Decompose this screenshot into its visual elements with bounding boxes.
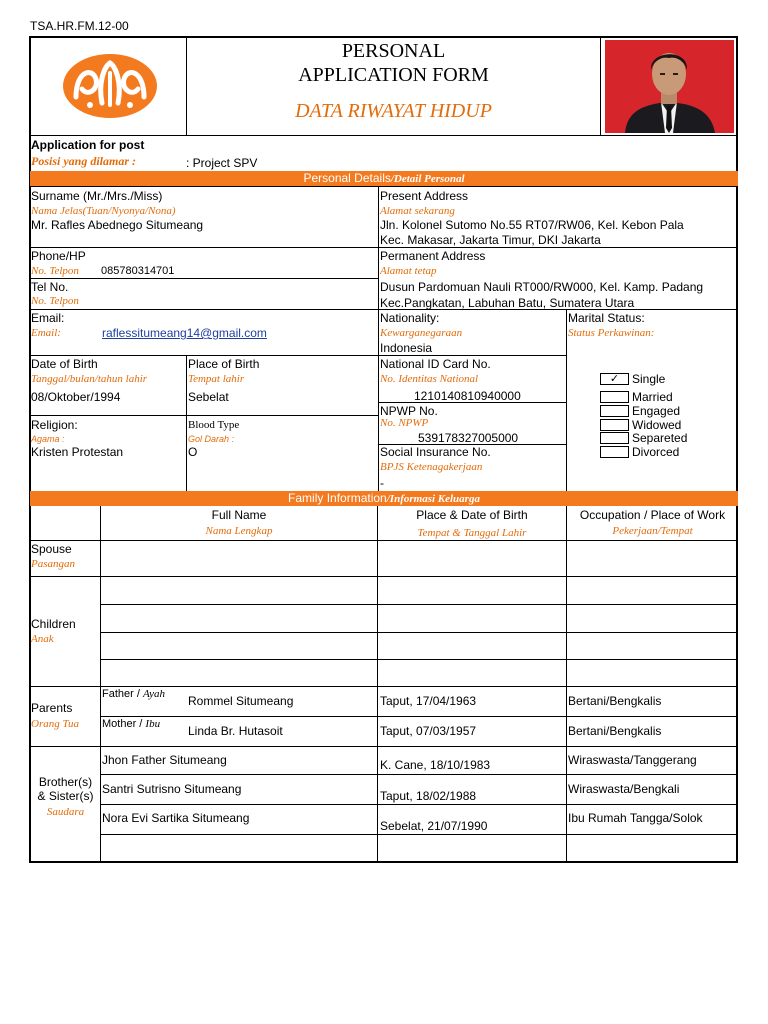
marital-label-id: Status Perkawinan: <box>568 327 655 339</box>
mother-name: Linda Br. Hutasoit <box>188 724 283 738</box>
table-line <box>30 540 738 541</box>
tel-label-id: No. Telpon <box>31 295 79 307</box>
marital-option-label: Divorced <box>632 445 680 459</box>
dob-label: Date of Birth <box>31 357 98 371</box>
family-info-title: Family Information <box>288 491 387 505</box>
blood-value: O <box>188 445 198 459</box>
header-divider <box>600 36 601 135</box>
religion-label: Religion: <box>31 418 78 432</box>
religion-label-id: Agama : <box>31 434 65 444</box>
dob-value: 08/Oktober/1994 <box>31 390 121 404</box>
form-title-line2: APPLICATION FORM <box>298 64 489 86</box>
sibling-1-occupation: Wiraswasta/Tanggerang <box>568 753 697 767</box>
sibling-2-birth: Taput, 18/02/1988 <box>380 789 477 803</box>
father-label-en: Father / <box>102 688 143 700</box>
sibling-3-name: Nora Evi Sartika Situmeang <box>102 811 250 825</box>
mother-label-en: Mother / <box>102 718 146 730</box>
permanent-address-label-id: Alamat tetap <box>380 265 437 277</box>
spouse-label-id: Pasangan <box>31 558 75 570</box>
mother-label <box>102 717 160 731</box>
personal-details-bar <box>30 171 738 186</box>
row-divider <box>30 415 378 416</box>
marital-option-label: Single <box>632 372 666 386</box>
table-line <box>30 746 738 747</box>
father-occupation: Bertani/Bengkalis <box>568 694 662 708</box>
col-full-name: Full Name <box>211 508 267 522</box>
applicant-photo <box>605 40 734 133</box>
checkbox[interactable] <box>600 391 629 403</box>
siblings-label-line1: Brother(s) <box>38 775 93 789</box>
national-id-label-id: No. Identitas National <box>380 373 479 385</box>
form-title-line1: PERSONAL <box>341 40 446 62</box>
pob-label: Place of Birth <box>188 357 260 371</box>
post-label-id: Posisi yang dilamar : <box>31 154 137 168</box>
marital-label: Marital Status: <box>568 311 645 325</box>
permanent-address-label: Permanent Address <box>380 249 486 263</box>
religion-value: Kristen Protestan <box>31 445 124 459</box>
col-occupation: Occupation / Place of Work <box>579 508 726 522</box>
nationality-label-id: Kewarganegaraan <box>380 327 463 339</box>
father-name: Rommel Situmeang <box>188 694 294 708</box>
form-subtitle: DATA RIWAYAT HIDUP <box>295 100 492 122</box>
table-line <box>100 659 738 660</box>
marital-option-label: Married <box>632 390 673 404</box>
permanent-address-line2: Kec.Pangkatan, Labuhan Batu, Sumatera Utara <box>380 296 635 310</box>
row-divider <box>30 247 738 248</box>
present-address-label: Present Address <box>380 189 469 203</box>
dob-label-id: Tanggal/bulan/tahun lahir <box>31 373 148 385</box>
present-address-line1: Jln. Kolonel Sutomo No.55 RT07/RW06, Kel. Kebon Pala <box>380 218 684 232</box>
family-info-subtitle: /Informasi Keluarga <box>386 493 480 505</box>
row-divider <box>30 278 378 279</box>
column-divider <box>566 309 567 491</box>
sibling-3-occupation: Ibu Rumah Tangga/Solok <box>568 811 703 825</box>
checkbox[interactable] <box>600 419 629 431</box>
document-code: TSA.HR.FM.12-00 <box>30 19 129 33</box>
sibling-1-birth: K. Cane, 18/10/1983 <box>380 758 491 772</box>
children-label: Children <box>31 617 76 631</box>
permanent-address-line1: Dusun Pardomuan Nauli RT000/RW000, Kel. Kamp. Padang <box>380 280 704 294</box>
father-birth: Taput, 17/04/1963 <box>380 694 477 708</box>
personal-details-title: Personal Details <box>303 171 391 185</box>
mother-label-id: Ibu <box>145 718 161 730</box>
post-value: : Project SPV <box>186 156 258 170</box>
row-divider <box>30 355 567 356</box>
table-line <box>100 834 738 835</box>
npwp-value: 539178327005000 <box>418 431 519 445</box>
mother-birth: Taput, 07/03/1957 <box>380 724 477 738</box>
tel-label: Tel No. <box>31 280 69 294</box>
sibling-2-occupation: Wiraswasta/Bengkali <box>568 782 680 796</box>
checkbox[interactable] <box>600 446 629 458</box>
nationality-value: Indonesia <box>380 341 433 355</box>
column-divider <box>566 506 567 863</box>
email-label: Email: <box>31 311 65 325</box>
phone-label-id: No. Telpon <box>31 265 79 277</box>
table-line <box>100 632 738 633</box>
column-divider <box>377 506 378 863</box>
column-divider <box>186 355 187 491</box>
marital-option-label: Engaged <box>632 404 681 418</box>
post-label: Application for post <box>31 138 145 152</box>
surname-label-id: Nama Jelas(Tuan/Nyonya/Nona) <box>31 205 176 217</box>
email-label-id: Email: <box>31 327 61 339</box>
npwp-label: NPWP No. <box>380 404 438 418</box>
sibling-2-name: Santri Sutrisno Situmeang <box>102 782 242 796</box>
checkbox[interactable] <box>600 432 629 444</box>
mother-occupation: Bertani/Bengkalis <box>568 724 662 738</box>
social-label: Social Insurance No. <box>380 445 491 459</box>
siblings-label-id: Saudara <box>46 806 85 818</box>
sibling-1-name: Jhon Father Situmeang <box>102 753 227 767</box>
present-address-line2: Kec. Makasar, Jakarta Timur, DKI Jakarta <box>380 233 601 247</box>
nationality-label: Nationality: <box>380 311 440 325</box>
sibling-3-birth: Sebelat, 21/07/1990 <box>380 819 488 833</box>
father-label-id: Ayah <box>142 688 165 700</box>
parents-label-id: Orang Tua <box>31 718 79 730</box>
present-address-label-id: Alamat sekarang <box>380 205 455 217</box>
npwp-label-id: No. NPWP <box>380 417 429 429</box>
checkbox[interactable] <box>600 405 629 417</box>
company-logo <box>62 53 158 119</box>
table-line <box>100 604 738 605</box>
surname-label: Surname (Mr./Mrs./Miss) <box>31 189 163 203</box>
spouse-label: Spouse <box>31 542 72 556</box>
national-id-label: National ID Card No. <box>380 357 491 371</box>
col-occupation-id: Pekerjaan/Tempat <box>612 525 693 537</box>
table-line <box>30 576 738 577</box>
pob-value: Sebelat <box>188 390 229 404</box>
social-value: - <box>380 476 384 490</box>
social-label-id: BPJS Ketenagakerjaan <box>380 461 483 473</box>
phone-label: Phone/HP <box>31 249 86 263</box>
pob-label-id: Tempat lahir <box>188 373 245 385</box>
table-line <box>100 716 738 717</box>
checkbox[interactable]: ✓ <box>600 373 629 385</box>
blood-label-id: Gol Darah : <box>188 434 235 444</box>
col-birth-id: Tempat & Tanggal Lahir <box>417 527 527 539</box>
col-birth: Place & Date of Birth <box>416 508 528 522</box>
national-id-value: 1210140810940000 <box>414 389 521 403</box>
marital-option-label: Separeted <box>632 431 688 445</box>
table-line <box>100 804 738 805</box>
email-link[interactable]: raflessitumeang14@gmail.com <box>102 326 267 340</box>
table-line <box>100 774 738 775</box>
surname-value: Mr. Rafles Abednego Situmeang <box>31 218 204 232</box>
blood-label: Blood Type <box>188 419 240 431</box>
header-divider <box>30 135 738 136</box>
personal-details-subtitle: /Detail Personal <box>390 173 465 185</box>
marital-option-label: Widowed <box>632 418 682 432</box>
children-label-id: Anak <box>31 633 54 645</box>
family-info-bar <box>30 491 738 506</box>
phone-value: 085780314701 <box>101 265 175 277</box>
column-divider <box>100 506 101 863</box>
parents-label: Parents <box>31 701 73 715</box>
col-full-name-id: Nama Lengkap <box>205 525 273 537</box>
row-divider <box>30 186 738 187</box>
father-label <box>102 687 165 701</box>
siblings-label-line2: & Sister(s) <box>37 789 94 803</box>
column-divider <box>378 186 379 491</box>
